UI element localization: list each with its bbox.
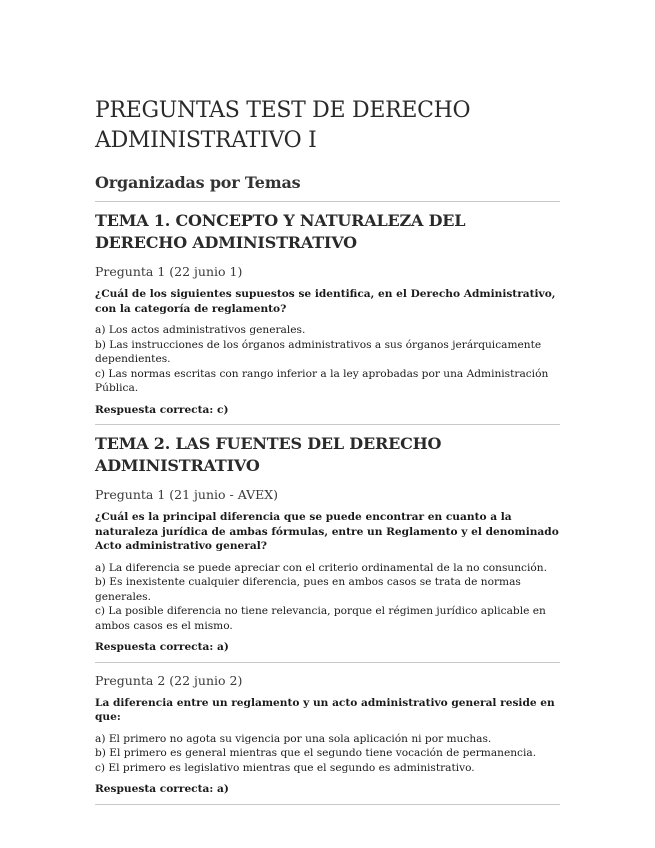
option-c: c) Las normas escritas con rango inferior a la ley aprobadas por una Administración Pública.: [95, 367, 549, 394]
option-c: c) La posible diferencia no tiene relevancia, porque el régimen jurídico aplicable en ambos casos es el mismo.: [95, 605, 546, 632]
question-label: Pregunta 2 (22 junio 2): [95, 672, 243, 688]
document-subtitle: Organizadas por Temas: [95, 173, 301, 192]
question-block: [95, 263, 560, 417]
question-text: ¿Cuál es la principal diferencia que se puede encontrar en cuanto a la naturaleza jurídica de ambas fórmulas, entre un Reglamento y el denominado Acto administrativo general?: [95, 511, 559, 552]
option-a: a) El primero no agota su vigencia por una sola aplicación ni por muchas.: [95, 732, 492, 745]
question-text: ¿Cuál de los siguientes supuestos se identifica, en el Derecho Administrativo, con la categoría de reglamento?: [95, 288, 556, 315]
question-options: [95, 561, 560, 634]
option-b: b) Las instrucciones de los órganos administrativos a sus órganos jerárquicamente dependientes.: [95, 338, 542, 365]
topic-title: TEMA 1. CONCEPTO Y NATURALEZA DEL DERECHO ADMINISTRATIVO: [95, 211, 466, 252]
correct-answer: Respuesta correcta: a): [95, 783, 229, 795]
document-title: [95, 96, 560, 156]
question-options: [95, 323, 560, 396]
document-title-line-2: ADMINISTRATIVO I: [95, 128, 317, 153]
option-a: a) La diferencia se puede apreciar con el criterio ordinamental de la no consunción.: [95, 561, 547, 574]
option-b: b) Es inexistente cualquier diferencia, pues en ambos casos se trata de normas generales.: [95, 576, 521, 603]
question-label: Pregunta 1 (21 junio - AVEX): [95, 487, 279, 502]
option-a: a) Los actos administrativos generales.: [95, 324, 306, 336]
divider: [95, 201, 560, 202]
topic-1: [95, 210, 560, 417]
divider: [95, 662, 560, 663]
correct-answer: Respuesta correcta: a): [95, 641, 229, 653]
question-label: Pregunta 1 (22 junio 1): [95, 264, 243, 279]
option-b: b) El primero es general mientras que el segundo tiene vocación de permanencia.: [95, 747, 537, 759]
correct-answer: Respuesta correcta: c): [95, 403, 229, 416]
document-title-line-1: PREGUNTAS TEST DE DERECHO: [95, 98, 471, 123]
question-block: [95, 672, 560, 797]
option-c: c) El primero es legislativo mientras que el segundo es administrativo.: [95, 761, 475, 774]
divider: [95, 424, 560, 425]
divider: [95, 804, 560, 805]
topic-2: [95, 433, 560, 805]
question-options: [95, 732, 560, 776]
question-text: La diferencia entre un reglamento y un acto administrativo general reside en que:: [95, 696, 555, 723]
question-block: [95, 486, 560, 655]
topic-title: TEMA 2. LAS FUENTES DEL DERECHO ADMINISTRATIVO: [95, 434, 442, 475]
